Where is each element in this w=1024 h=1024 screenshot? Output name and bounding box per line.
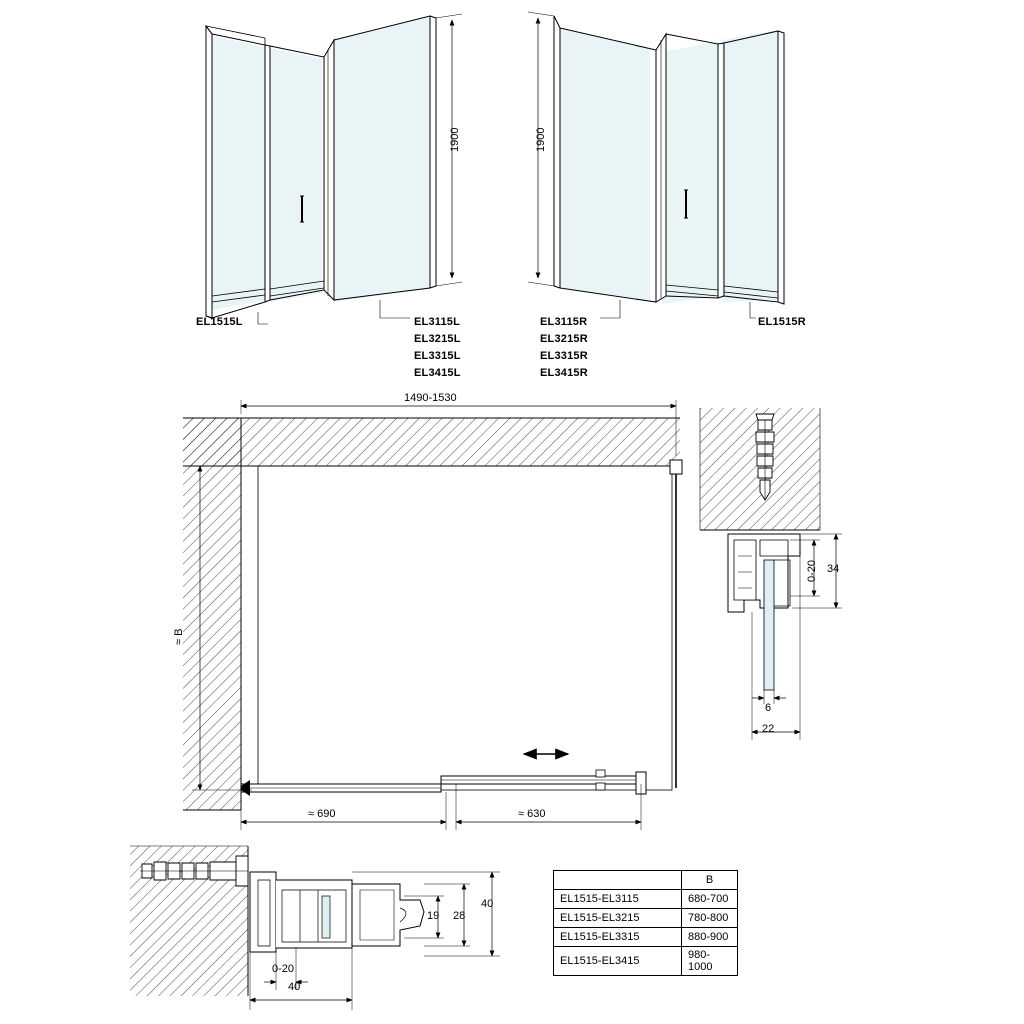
label-el3215l: EL3215L bbox=[414, 333, 461, 345]
label-el3415r: EL3415R bbox=[540, 367, 588, 379]
table-row bbox=[554, 928, 738, 947]
label-el3315l: EL3315L bbox=[414, 350, 461, 362]
bottom-detail-height-dim-19: 19 bbox=[427, 910, 440, 922]
table-row bbox=[554, 909, 738, 928]
bottom-detail-width-dim: 40 bbox=[288, 981, 301, 993]
label-el3115r: EL3115R bbox=[540, 316, 588, 328]
plan-top-dim: 1490-1530 bbox=[404, 392, 457, 404]
table-cell-model: EL1515-EL3415 bbox=[554, 947, 682, 976]
iso-left-height-dim: 1900 bbox=[449, 127, 461, 152]
table-cell-model: EL1515-EL3115 bbox=[554, 890, 682, 909]
table-header-model bbox=[554, 871, 682, 890]
bottom-detail-height-dim-40: 40 bbox=[481, 898, 494, 910]
table-header-row bbox=[554, 871, 738, 890]
iso-right-height-dim: 1900 bbox=[535, 127, 547, 152]
wall-detail-glass-dim: 6 bbox=[765, 702, 772, 714]
table-cell-b: 880-900 bbox=[682, 928, 738, 947]
iso-view-left bbox=[206, 14, 462, 324]
table-cell-b: 980-1000 bbox=[682, 947, 738, 976]
label-el1515l: EL1515L bbox=[196, 316, 243, 328]
label-el1515r: EL1515R bbox=[758, 316, 806, 328]
dimension-table bbox=[553, 870, 738, 976]
plan-view bbox=[183, 400, 682, 830]
plan-side-dim: ≈ B bbox=[173, 628, 185, 645]
label-el3315r: EL3315R bbox=[540, 350, 588, 362]
plan-bottom-dim-left: ≈ 690 bbox=[308, 808, 336, 820]
label-el3415l: EL3415L bbox=[414, 367, 461, 379]
table-cell-model: EL1515-EL3215 bbox=[554, 909, 682, 928]
plan-bottom-dim-right: ≈ 630 bbox=[518, 808, 546, 820]
bottom-detail-height-dim-28: 28 bbox=[453, 910, 466, 922]
table-cell-model: EL1515-EL3315 bbox=[554, 928, 682, 947]
wall-detail-profile-dim: 34 bbox=[827, 563, 840, 575]
wall-detail-adjust-dim: 0-20 bbox=[806, 559, 818, 582]
table-cell-b: 780-800 bbox=[682, 909, 738, 928]
iso-view-right bbox=[528, 12, 784, 318]
label-el3215r: EL3215R bbox=[540, 333, 588, 345]
label-el3115l: EL3115L bbox=[414, 316, 461, 328]
table-header-b: B bbox=[682, 871, 738, 890]
detail-bottom-profile bbox=[130, 846, 500, 1010]
table-cell-b: 680-700 bbox=[682, 890, 738, 909]
detail-wall-profile bbox=[700, 408, 842, 740]
bottom-detail-adjust-dim: 0-20 bbox=[272, 963, 295, 975]
wall-detail-depth-dim: 22 bbox=[762, 723, 775, 735]
table-row bbox=[554, 890, 738, 909]
table-row bbox=[554, 947, 738, 976]
